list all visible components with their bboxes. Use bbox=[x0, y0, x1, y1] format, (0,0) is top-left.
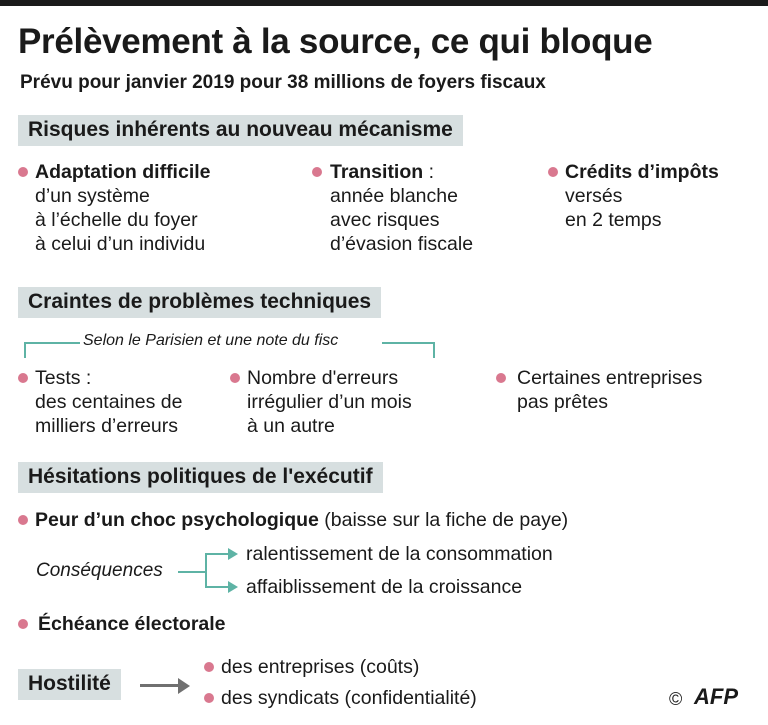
copyright-symbol: © bbox=[669, 689, 683, 709]
arrow-right-icon bbox=[178, 678, 190, 694]
source-note: Selon le Parisien et une note du fisc bbox=[83, 332, 339, 349]
arrow-split bbox=[205, 553, 207, 587]
page-title: Prélèvement à la source, ce qui bloque bbox=[18, 22, 653, 61]
tech-item-line: Certaines entreprises bbox=[517, 367, 703, 389]
risk-item-transition bbox=[330, 160, 473, 256]
consequence-item: ralentissement de la consommation bbox=[246, 543, 553, 565]
bracket-line-left bbox=[24, 342, 80, 344]
bullet-icon bbox=[18, 373, 28, 383]
peur-title: Peur d’un choc psychologique bbox=[35, 509, 319, 531]
arrow-right-icon bbox=[228, 581, 238, 593]
bullet-icon bbox=[312, 167, 322, 177]
arrow-right-icon bbox=[228, 548, 238, 560]
afp-logo: AFP bbox=[694, 684, 738, 709]
tech-item-line: Nombre d'erreurs bbox=[247, 367, 399, 389]
bullet-icon bbox=[230, 373, 240, 383]
bullet-icon bbox=[496, 373, 506, 383]
tech-item-erreurs bbox=[247, 366, 412, 438]
risk-item-adaptation bbox=[35, 160, 211, 256]
bullet-icon bbox=[18, 167, 28, 177]
risk-item-line: avec risques bbox=[330, 209, 440, 231]
tech-item-line: Tests : bbox=[35, 367, 92, 389]
hostilite-item: des entreprises (coûts) bbox=[221, 656, 420, 678]
section-heading-hesitations: Hésitations politiques de l'exécutif bbox=[18, 462, 383, 493]
bullet-icon bbox=[18, 515, 28, 525]
risk-item-line: en 2 temps bbox=[565, 209, 662, 231]
risk-item-line: d’évasion fiscale bbox=[330, 233, 474, 255]
bullet-icon bbox=[204, 693, 214, 703]
bracket-left bbox=[24, 342, 26, 358]
risk-item-title: Crédits d’impôts bbox=[565, 161, 719, 183]
bullet-icon bbox=[548, 167, 558, 177]
hostilite-item: des syndicats (confidentialité) bbox=[221, 687, 477, 709]
arrow-stem bbox=[140, 684, 180, 687]
risk-item-line: d’un système bbox=[35, 185, 150, 207]
risk-item-line: à l’échelle du foyer bbox=[35, 209, 198, 231]
tech-item-line: des centaines de bbox=[35, 391, 183, 413]
tech-item-tests bbox=[35, 366, 182, 438]
arrow-branch-top bbox=[205, 553, 229, 555]
arrow-branch-bottom bbox=[205, 586, 229, 588]
risk-item-line: versés bbox=[565, 185, 623, 207]
peur-detail: (baisse sur la fiche de paye) bbox=[318, 509, 569, 531]
tech-item-line: milliers d’erreurs bbox=[35, 415, 179, 437]
section-heading-craintes: Craintes de problèmes techniques bbox=[18, 287, 381, 318]
top-rule bbox=[0, 0, 768, 6]
consequences-label: Conséquences bbox=[36, 560, 163, 581]
peur-item bbox=[35, 508, 568, 532]
page-subtitle: Prévu pour janvier 2019 pour 38 millions de foyers fiscaux bbox=[20, 72, 546, 93]
bullet-icon bbox=[204, 662, 214, 672]
risk-item-title: Transition bbox=[330, 161, 424, 183]
section-heading-risques: Risques inhérents au nouveau mécanisme bbox=[18, 115, 463, 146]
tech-item-line: à un autre bbox=[247, 415, 335, 437]
echeance-item: Échéance électorale bbox=[38, 613, 226, 635]
consequence-item: affaiblissement de la croissance bbox=[246, 576, 523, 598]
section-heading-hostilite: Hostilité bbox=[18, 669, 121, 700]
arrow-stem bbox=[178, 571, 206, 573]
tech-item-entreprises bbox=[517, 366, 702, 414]
bullet-icon bbox=[18, 619, 28, 629]
risk-item-colon: : bbox=[423, 161, 435, 183]
risk-item-credits bbox=[565, 160, 719, 232]
tech-item-line: pas prêtes bbox=[517, 391, 609, 413]
risk-item-title: Adaptation difficile bbox=[35, 161, 211, 183]
risk-item-line: année blanche bbox=[330, 185, 458, 207]
risk-item-line: à celui d’un individu bbox=[35, 233, 206, 255]
tech-item-line: irrégulier d’un mois bbox=[247, 391, 412, 413]
bracket-line-right bbox=[382, 342, 435, 344]
bracket-right bbox=[433, 342, 435, 358]
